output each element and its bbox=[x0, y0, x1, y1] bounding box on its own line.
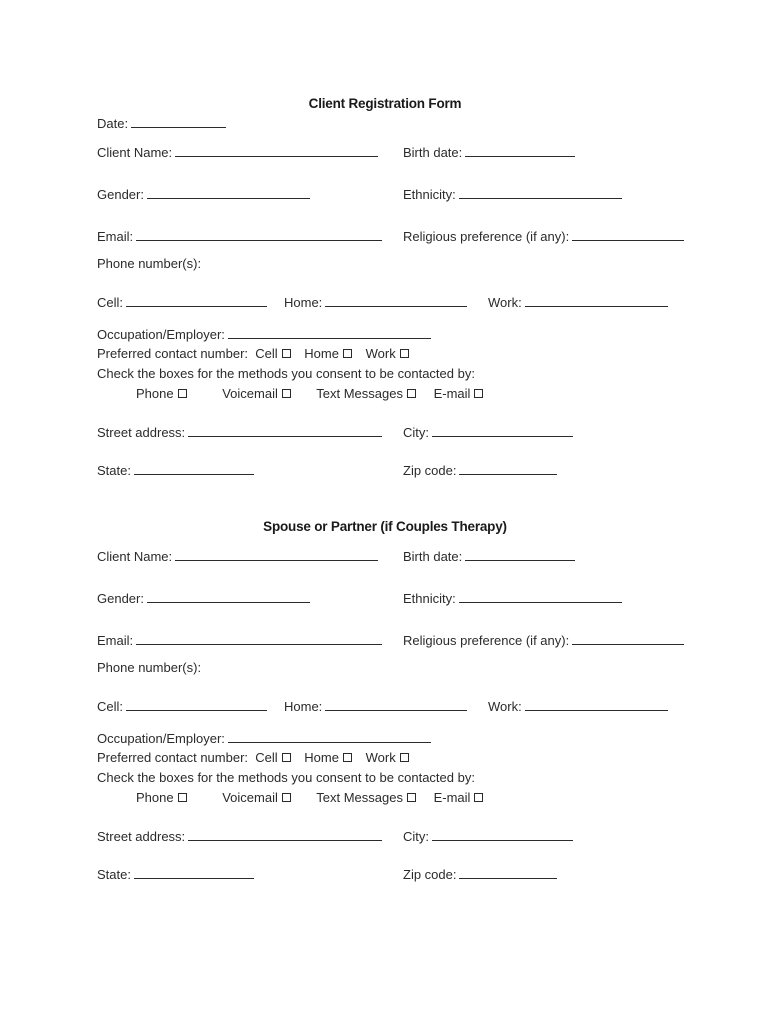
spouse-occupation-label: Occupation/Employer: bbox=[97, 731, 225, 746]
pref-cell-checkbox[interactable] bbox=[282, 349, 291, 358]
spouse-gender-field[interactable] bbox=[97, 590, 310, 607]
birth-date-blank[interactable] bbox=[465, 144, 575, 157]
spouse-phone-numbers-label: Phone number(s): bbox=[97, 660, 202, 675]
spouse-state-field[interactable] bbox=[97, 866, 254, 883]
spouse-client-name-field[interactable] bbox=[97, 548, 378, 565]
state-field[interactable] bbox=[97, 462, 254, 479]
date-field[interactable] bbox=[97, 115, 226, 132]
spouse-pref-home-label: Home bbox=[304, 750, 339, 765]
gender-field[interactable] bbox=[97, 186, 310, 203]
spouse-consent-phone-checkbox[interactable] bbox=[178, 793, 187, 802]
street-address-field[interactable] bbox=[97, 424, 382, 441]
zip-code-field[interactable] bbox=[403, 462, 557, 479]
spouse-consent-voicemail-label: Voicemail bbox=[222, 790, 278, 805]
work-phone-field[interactable] bbox=[488, 294, 668, 311]
consent-text-label: Text Messages bbox=[316, 386, 403, 401]
spouse-consent-options-row bbox=[136, 790, 483, 806]
spouse-pref-work-label: Work bbox=[365, 750, 396, 765]
city-label: City: bbox=[403, 425, 429, 440]
zip-code-blank[interactable] bbox=[459, 462, 557, 475]
ethnicity-blank[interactable] bbox=[459, 186, 622, 199]
spouse-preferred-contact-row bbox=[97, 750, 409, 766]
spouse-work-phone-label: Work: bbox=[488, 699, 522, 714]
spouse-ethnicity-label: Ethnicity: bbox=[403, 591, 456, 606]
spouse-zip-code-field[interactable] bbox=[403, 866, 557, 883]
consent-phone-checkbox[interactable] bbox=[178, 389, 187, 398]
date-label: Date: bbox=[97, 116, 129, 131]
spouse-birth-date-field[interactable] bbox=[403, 548, 575, 565]
client-name-label: Client Name: bbox=[97, 145, 173, 160]
pref-work-checkbox[interactable] bbox=[400, 349, 409, 358]
spouse-street-address-field[interactable] bbox=[97, 828, 382, 845]
home-phone-blank[interactable] bbox=[325, 294, 467, 307]
pref-cell-label: Cell bbox=[255, 346, 278, 361]
spouse-email-label: Email: bbox=[97, 633, 134, 648]
spouse-pref-cell-checkbox[interactable] bbox=[282, 753, 291, 762]
pref-home-checkbox[interactable] bbox=[343, 349, 352, 358]
spouse-street-address-label: Street address: bbox=[97, 829, 186, 844]
state-label: State: bbox=[97, 463, 131, 478]
spouse-client-name-blank[interactable] bbox=[175, 548, 378, 561]
home-phone-label: Home: bbox=[284, 295, 323, 310]
spouse-work-phone-blank[interactable] bbox=[525, 698, 668, 711]
spouse-pref-cell-label: Cell bbox=[255, 750, 278, 765]
gender-blank[interactable] bbox=[147, 186, 310, 199]
spouse-home-phone-blank[interactable] bbox=[325, 698, 467, 711]
birth-date-field[interactable] bbox=[403, 144, 575, 161]
spouse-gender-blank[interactable] bbox=[147, 590, 310, 603]
spouse-consent-text-checkbox[interactable] bbox=[407, 793, 416, 802]
occupation-label: Occupation/Employer: bbox=[97, 327, 225, 342]
occupation-field[interactable] bbox=[97, 326, 431, 343]
consent-voicemail-label: Voicemail bbox=[222, 386, 278, 401]
work-phone-label: Work: bbox=[488, 295, 522, 310]
client-name-blank[interactable] bbox=[175, 144, 378, 157]
religious-preference-field[interactable] bbox=[403, 228, 684, 245]
email-blank[interactable] bbox=[136, 228, 382, 241]
spouse-pref-home-checkbox[interactable] bbox=[343, 753, 352, 762]
spouse-section-title: Spouse or Partner (if Couples Therapy) bbox=[263, 519, 507, 534]
city-blank[interactable] bbox=[432, 424, 573, 437]
spouse-zip-code-blank[interactable] bbox=[459, 866, 557, 879]
cell-blank[interactable] bbox=[126, 294, 267, 307]
city-field[interactable] bbox=[403, 424, 573, 441]
spouse-occupation-blank[interactable] bbox=[228, 730, 431, 743]
spouse-work-phone-field[interactable] bbox=[488, 698, 668, 715]
consent-text-checkbox[interactable] bbox=[407, 389, 416, 398]
consent-phone-label: Phone bbox=[136, 386, 174, 401]
spouse-city-blank[interactable] bbox=[432, 828, 573, 841]
consent-label: Check the boxes for the methods you consent to be contacted by: bbox=[97, 366, 475, 381]
spouse-city-field[interactable] bbox=[403, 828, 573, 845]
spouse-state-label: State: bbox=[97, 867, 131, 882]
street-address-label: Street address: bbox=[97, 425, 186, 440]
consent-email-checkbox[interactable] bbox=[474, 389, 483, 398]
spouse-street-address-blank[interactable] bbox=[188, 828, 382, 841]
spouse-email-blank[interactable] bbox=[136, 632, 382, 645]
spouse-cell-field[interactable] bbox=[97, 698, 267, 715]
spouse-email-field[interactable] bbox=[97, 632, 382, 649]
consent-options-row bbox=[136, 386, 483, 402]
home-phone-field[interactable] bbox=[284, 294, 467, 311]
spouse-home-phone-label: Home: bbox=[284, 699, 323, 714]
ethnicity-label: Ethnicity: bbox=[403, 187, 456, 202]
spouse-religious-preference-blank[interactable] bbox=[572, 632, 684, 645]
email-label: Email: bbox=[97, 229, 134, 244]
spouse-client-name-label: Client Name: bbox=[97, 549, 173, 564]
pref-home-label: Home bbox=[304, 346, 339, 361]
form-title: Client Registration Form bbox=[308, 96, 462, 111]
spouse-consent-voicemail-checkbox[interactable] bbox=[282, 793, 291, 802]
gender-label: Gender: bbox=[97, 187, 144, 202]
spouse-preferred-contact-label: Preferred contact number: bbox=[97, 750, 249, 765]
spouse-religious-preference-label: Religious preference (if any): bbox=[403, 633, 570, 648]
spouse-ethnicity-field[interactable] bbox=[403, 590, 622, 607]
birth-date-label: Birth date: bbox=[403, 145, 463, 160]
spouse-consent-text-label: Text Messages bbox=[316, 790, 403, 805]
phone-numbers-label: Phone number(s): bbox=[97, 256, 202, 271]
spouse-consent-label: Check the boxes for the methods you consent to be contacted by: bbox=[97, 770, 475, 785]
spouse-consent-email-label: E-mail bbox=[433, 790, 471, 805]
spouse-birth-date-label: Birth date: bbox=[403, 549, 463, 564]
spouse-home-phone-field[interactable] bbox=[284, 698, 467, 715]
client-name-field[interactable] bbox=[97, 144, 378, 161]
cell-field[interactable] bbox=[97, 294, 267, 311]
spouse-cell-blank[interactable] bbox=[126, 698, 267, 711]
spouse-cell-label: Cell: bbox=[97, 699, 124, 714]
occupation-blank[interactable] bbox=[228, 326, 431, 339]
spouse-pref-work-checkbox[interactable] bbox=[400, 753, 409, 762]
spouse-zip-code-label: Zip code: bbox=[403, 867, 457, 882]
zip-code-label: Zip code: bbox=[403, 463, 457, 478]
work-phone-blank[interactable] bbox=[525, 294, 668, 307]
spouse-gender-label: Gender: bbox=[97, 591, 144, 606]
spouse-ethnicity-blank[interactable] bbox=[459, 590, 622, 603]
consent-email-label: E-mail bbox=[433, 386, 471, 401]
state-blank[interactable] bbox=[134, 462, 254, 475]
spouse-birth-date-blank[interactable] bbox=[465, 548, 575, 561]
street-address-blank[interactable] bbox=[188, 424, 382, 437]
preferred-contact-label: Preferred contact number: bbox=[97, 346, 249, 361]
spouse-state-blank[interactable] bbox=[134, 866, 254, 879]
preferred-contact-row bbox=[97, 346, 409, 362]
religious-preference-label: Religious preference (if any): bbox=[403, 229, 570, 244]
spouse-occupation-field[interactable] bbox=[97, 730, 431, 747]
spouse-city-label: City: bbox=[403, 829, 429, 844]
date-blank[interactable] bbox=[131, 115, 226, 128]
cell-label: Cell: bbox=[97, 295, 124, 310]
spouse-religious-preference-field[interactable] bbox=[403, 632, 684, 649]
ethnicity-field[interactable] bbox=[403, 186, 622, 203]
spouse-consent-email-checkbox[interactable] bbox=[474, 793, 483, 802]
pref-work-label: Work bbox=[365, 346, 396, 361]
religious-preference-blank[interactable] bbox=[572, 228, 684, 241]
consent-voicemail-checkbox[interactable] bbox=[282, 389, 291, 398]
email-field[interactable] bbox=[97, 228, 382, 245]
spouse-consent-phone-label: Phone bbox=[136, 790, 174, 805]
